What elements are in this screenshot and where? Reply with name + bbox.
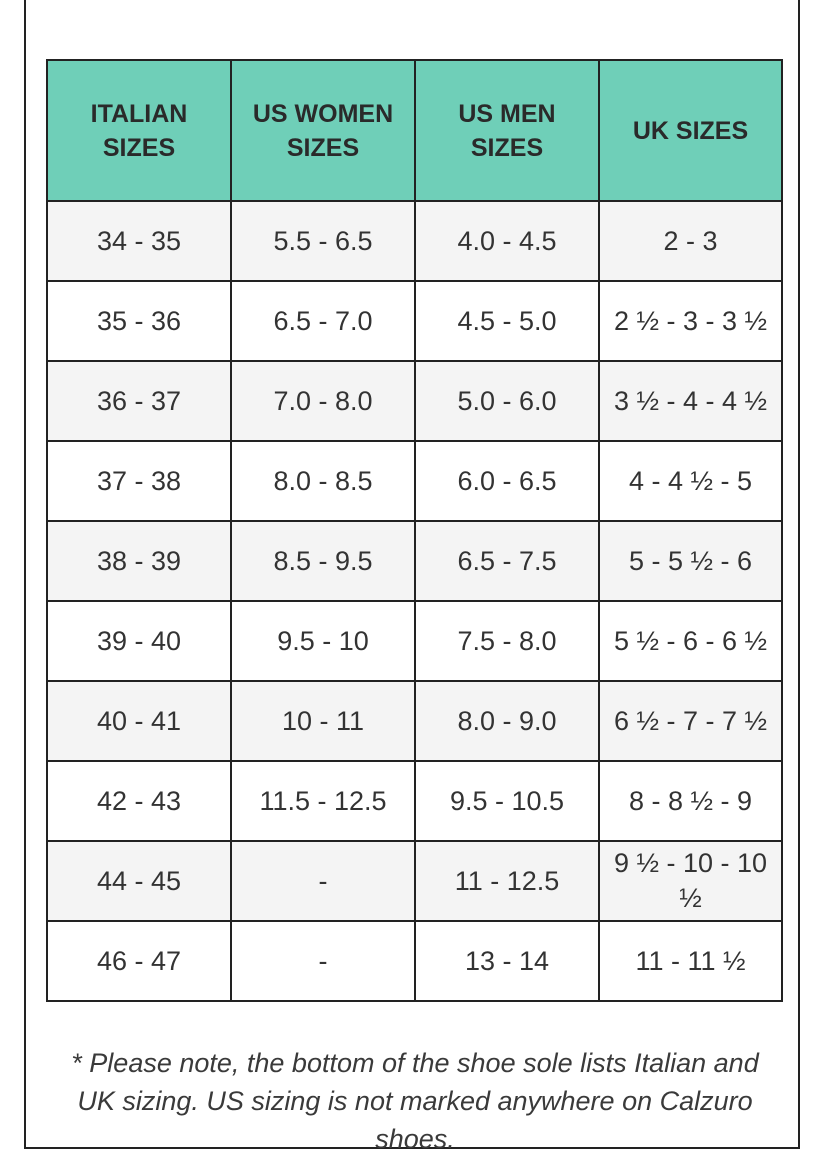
cell-us-men: 6.0 - 6.5 (415, 441, 599, 521)
cell-uk: 3 ½ - 4 - 4 ½ (599, 361, 782, 441)
table-row (47, 201, 782, 281)
table-row (47, 681, 782, 761)
table-row (47, 521, 782, 601)
table-row (47, 601, 782, 681)
header-us-women-sizes: US WOMEN SIZES (231, 60, 415, 201)
cell-uk: 8 - 8 ½ - 9 (599, 761, 782, 841)
cell-italian: 39 - 40 (47, 601, 231, 681)
cell-us-women: 11.5 - 12.5 (231, 761, 415, 841)
sizing-footnote: * Please note, the bottom of the shoe sole lists Italian and UK sizing. US sizing is not marked anywhere on Calzuro shoes. (71, 1048, 759, 1154)
cell-us-men: 8.0 - 9.0 (415, 681, 599, 761)
header-us-men-sizes: US MEN SIZES (415, 60, 599, 201)
cell-us-women: 6.5 - 7.0 (231, 281, 415, 361)
size-conversion-table (46, 59, 783, 1002)
cell-us-men: 4.5 - 5.0 (415, 281, 599, 361)
cell-uk: 5 - 5 ½ - 6 (599, 521, 782, 601)
cell-us-women: 5.5 - 6.5 (231, 201, 415, 281)
cell-uk: 5 ½ - 6 - 6 ½ (599, 601, 782, 681)
cell-uk: 9 ½ - 10 - 10 ½ (599, 841, 782, 921)
cell-italian: 37 - 38 (47, 441, 231, 521)
cell-uk: 2 ½ - 3 - 3 ½ (599, 281, 782, 361)
cell-uk: 4 - 4 ½ - 5 (599, 441, 782, 521)
cell-italian: 36 - 37 (47, 361, 231, 441)
cell-us-men: 13 - 14 (415, 921, 599, 1001)
table-row (47, 841, 782, 921)
cell-us-women: 8.5 - 9.5 (231, 521, 415, 601)
cell-uk: 6 ½ - 7 - 7 ½ (599, 681, 782, 761)
cell-italian: 42 - 43 (47, 761, 231, 841)
table-row (47, 361, 782, 441)
cell-italian: 46 - 47 (47, 921, 231, 1001)
cell-us-men: 5.0 - 6.0 (415, 361, 599, 441)
cell-us-men: 6.5 - 7.5 (415, 521, 599, 601)
cell-us-women: - (231, 841, 415, 921)
cell-us-men: 9.5 - 10.5 (415, 761, 599, 841)
cell-italian: 38 - 39 (47, 521, 231, 601)
cell-us-men: 11 - 12.5 (415, 841, 599, 921)
table-row (47, 441, 782, 521)
header-italian-sizes: ITALIAN SIZES (47, 60, 231, 201)
cell-us-men: 4.0 - 4.5 (415, 201, 599, 281)
table-header-row (47, 60, 782, 201)
cell-us-women: - (231, 921, 415, 1001)
table-row (47, 281, 782, 361)
cell-italian: 35 - 36 (47, 281, 231, 361)
cell-italian: 40 - 41 (47, 681, 231, 761)
cell-us-women: 8.0 - 8.5 (231, 441, 415, 521)
cell-italian: 44 - 45 (47, 841, 231, 921)
cell-uk: 2 - 3 (599, 201, 782, 281)
cell-us-men: 7.5 - 8.0 (415, 601, 599, 681)
header-uk-sizes: UK SIZES (599, 60, 782, 201)
cell-us-women: 9.5 - 10 (231, 601, 415, 681)
table-row (47, 761, 782, 841)
cell-us-women: 10 - 11 (231, 681, 415, 761)
table-row (47, 921, 782, 1001)
cell-uk: 11 - 11 ½ (599, 921, 782, 1001)
cell-italian: 34 - 35 (47, 201, 231, 281)
cell-us-women: 7.0 - 8.0 (231, 361, 415, 441)
